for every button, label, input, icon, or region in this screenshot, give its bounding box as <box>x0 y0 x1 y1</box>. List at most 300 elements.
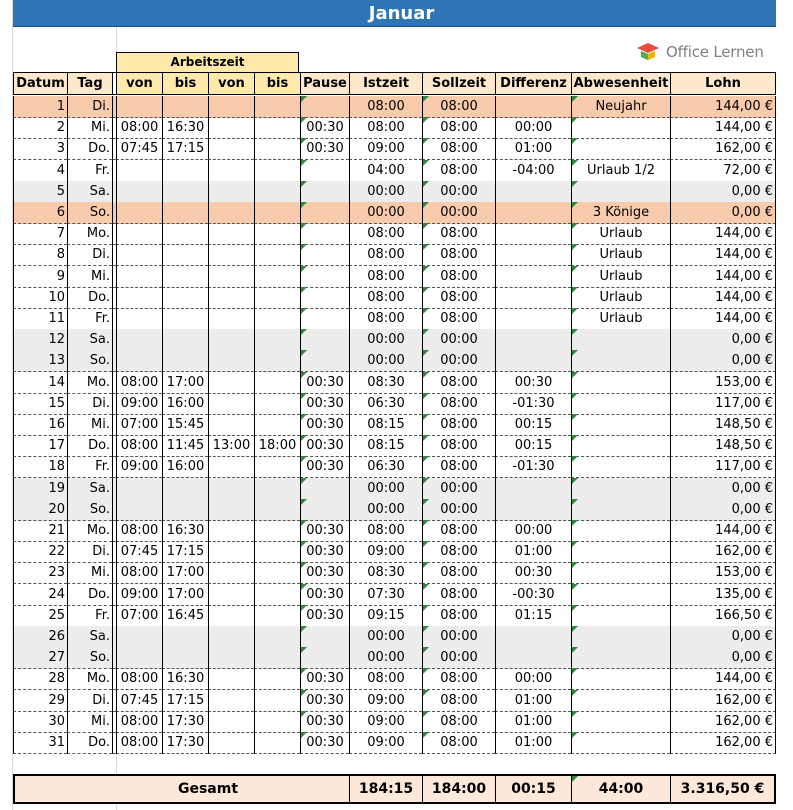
cell-bis-2[interactable] <box>254 308 300 330</box>
cell-lohn[interactable] <box>670 414 776 436</box>
cell-von-2[interactable] <box>208 499 254 521</box>
cell-von-1[interactable] <box>116 350 162 372</box>
cell-abwesenheit[interactable] <box>571 605 670 627</box>
cell-differenz[interactable] <box>495 244 571 266</box>
cell-abwesenheit[interactable] <box>571 647 670 669</box>
cell-pause[interactable] <box>300 499 349 521</box>
cell-tag[interactable] <box>67 223 112 245</box>
cell-datum[interactable] <box>13 647 67 669</box>
cell-lohn[interactable] <box>670 329 776 351</box>
cell-lohn[interactable] <box>670 435 776 457</box>
cell-bis-1[interactable] <box>162 181 208 203</box>
cell-istzeit[interactable] <box>349 266 422 288</box>
cell-tag[interactable] <box>67 202 112 224</box>
cell-differenz[interactable] <box>495 372 571 394</box>
cell-lohn[interactable] <box>670 732 776 754</box>
cell-pause[interactable] <box>300 520 349 542</box>
cell-von-1[interactable] <box>116 266 162 288</box>
cell-abwesenheit[interactable] <box>571 160 670 182</box>
cell-bis-1[interactable] <box>162 329 208 351</box>
cell-pause[interactable] <box>300 435 349 457</box>
cell-tag[interactable] <box>67 562 112 584</box>
cell-datum[interactable] <box>13 541 67 563</box>
cell-istzeit[interactable] <box>349 181 422 203</box>
cell-von-2[interactable] <box>208 668 254 690</box>
cell-istzeit[interactable] <box>349 223 422 245</box>
cell-bis-1[interactable] <box>162 435 208 457</box>
cell-sollzeit[interactable] <box>422 308 495 330</box>
cell-bis-2[interactable] <box>254 584 300 606</box>
cell-lohn[interactable] <box>670 668 776 690</box>
cell-tag[interactable] <box>67 393 112 415</box>
cell-abwesenheit[interactable] <box>571 668 670 690</box>
cell-pause[interactable] <box>300 562 349 584</box>
cell-pause[interactable] <box>300 160 349 182</box>
cell-bis-1[interactable] <box>162 478 208 500</box>
cell-sollzeit[interactable] <box>422 96 495 118</box>
cell-sollzeit[interactable] <box>422 562 495 584</box>
cell-von-1[interactable] <box>116 308 162 330</box>
cell-lohn[interactable] <box>670 499 776 521</box>
cell-abwesenheit[interactable] <box>571 393 670 415</box>
cell-sollzeit[interactable] <box>422 478 495 500</box>
cell-istzeit[interactable] <box>349 647 422 669</box>
cell-datum[interactable] <box>13 266 67 288</box>
cell-von-1[interactable] <box>116 414 162 436</box>
cell-von-1[interactable] <box>116 160 162 182</box>
cell-von-1[interactable] <box>116 117 162 139</box>
cell-von-1[interactable] <box>116 202 162 224</box>
cell-abwesenheit[interactable] <box>571 372 670 394</box>
cell-sollzeit[interactable] <box>422 393 495 415</box>
cell-bis-1[interactable] <box>162 117 208 139</box>
cell-differenz[interactable] <box>495 626 571 648</box>
cell-tag[interactable] <box>67 478 112 500</box>
cell-istzeit[interactable] <box>349 626 422 648</box>
cell-bis-1[interactable] <box>162 668 208 690</box>
cell-datum[interactable] <box>13 287 67 309</box>
cell-abwesenheit[interactable] <box>571 287 670 309</box>
cell-differenz[interactable] <box>495 435 571 457</box>
cell-von-1[interactable] <box>116 372 162 394</box>
cell-datum[interactable] <box>13 626 67 648</box>
cell-istzeit[interactable] <box>349 244 422 266</box>
cell-lohn[interactable] <box>670 626 776 648</box>
cell-lohn[interactable] <box>670 266 776 288</box>
cell-istzeit[interactable] <box>349 287 422 309</box>
cell-istzeit[interactable] <box>349 138 422 160</box>
cell-von-2[interactable] <box>208 117 254 139</box>
cell-sollzeit[interactable] <box>422 138 495 160</box>
cell-istzeit[interactable] <box>349 668 422 690</box>
cell-istzeit[interactable] <box>349 690 422 712</box>
cell-von-1[interactable] <box>116 138 162 160</box>
cell-sollzeit[interactable] <box>422 690 495 712</box>
cell-differenz[interactable] <box>495 117 571 139</box>
cell-differenz[interactable] <box>495 202 571 224</box>
cell-sollzeit[interactable] <box>422 244 495 266</box>
cell-differenz[interactable] <box>495 668 571 690</box>
cell-pause[interactable] <box>300 732 349 754</box>
cell-von-1[interactable] <box>116 244 162 266</box>
cell-von-2[interactable] <box>208 329 254 351</box>
cell-pause[interactable] <box>300 478 349 500</box>
cell-pause[interactable] <box>300 711 349 733</box>
cell-differenz[interactable] <box>495 584 571 606</box>
cell-abwesenheit[interactable] <box>571 138 670 160</box>
cell-von-2[interactable] <box>208 732 254 754</box>
cell-istzeit[interactable] <box>349 584 422 606</box>
cell-bis-1[interactable] <box>162 499 208 521</box>
cell-von-2[interactable] <box>208 308 254 330</box>
cell-lohn[interactable] <box>670 138 776 160</box>
cell-sollzeit[interactable] <box>422 372 495 394</box>
cell-bis-2[interactable] <box>254 541 300 563</box>
cell-lohn[interactable] <box>670 202 776 224</box>
cell-differenz[interactable] <box>495 456 571 478</box>
cell-pause[interactable] <box>300 287 349 309</box>
cell-von-2[interactable] <box>208 478 254 500</box>
cell-abwesenheit[interactable] <box>571 520 670 542</box>
cell-bis-1[interactable] <box>162 244 208 266</box>
cell-von-2[interactable] <box>208 626 254 648</box>
cell-sollzeit[interactable] <box>422 181 495 203</box>
cell-von-1[interactable] <box>116 584 162 606</box>
cell-bis-1[interactable] <box>162 414 208 436</box>
cell-von-2[interactable] <box>208 202 254 224</box>
cell-datum[interactable] <box>13 584 67 606</box>
cell-von-2[interactable] <box>208 372 254 394</box>
cell-sollzeit[interactable] <box>422 732 495 754</box>
cell-datum[interactable] <box>13 372 67 394</box>
cell-von-2[interactable] <box>208 456 254 478</box>
cell-bis-1[interactable] <box>162 308 208 330</box>
cell-sollzeit[interactable] <box>422 287 495 309</box>
cell-von-1[interactable] <box>116 393 162 415</box>
cell-lohn[interactable] <box>670 160 776 182</box>
cell-abwesenheit[interactable] <box>571 414 670 436</box>
cell-bis-1[interactable] <box>162 138 208 160</box>
cell-abwesenheit[interactable] <box>571 499 670 521</box>
cell-tag[interactable] <box>67 96 112 118</box>
cell-pause[interactable] <box>300 308 349 330</box>
cell-tag[interactable] <box>67 266 112 288</box>
cell-von-2[interactable] <box>208 711 254 733</box>
cell-istzeit[interactable] <box>349 414 422 436</box>
cell-bis-1[interactable] <box>162 562 208 584</box>
cell-pause[interactable] <box>300 244 349 266</box>
cell-pause[interactable] <box>300 350 349 372</box>
cell-von-2[interactable] <box>208 541 254 563</box>
cell-istzeit[interactable] <box>349 478 422 500</box>
cell-bis-2[interactable] <box>254 711 300 733</box>
cell-bis-1[interactable] <box>162 456 208 478</box>
cell-datum[interactable] <box>13 117 67 139</box>
cell-von-2[interactable] <box>208 393 254 415</box>
cell-abwesenheit[interactable] <box>571 117 670 139</box>
cell-bis-2[interactable] <box>254 732 300 754</box>
cell-bis-1[interactable] <box>162 223 208 245</box>
cell-datum[interactable] <box>13 520 67 542</box>
cell-lohn[interactable] <box>670 711 776 733</box>
cell-pause[interactable] <box>300 266 349 288</box>
cell-istzeit[interactable] <box>349 350 422 372</box>
cell-tag[interactable] <box>67 414 112 436</box>
cell-abwesenheit[interactable] <box>571 562 670 584</box>
cell-von-2[interactable] <box>208 138 254 160</box>
cell-von-2[interactable] <box>208 266 254 288</box>
cell-sollzeit[interactable] <box>422 605 495 627</box>
cell-von-1[interactable] <box>116 329 162 351</box>
cell-bis-2[interactable] <box>254 690 300 712</box>
cell-differenz[interactable] <box>495 393 571 415</box>
cell-differenz[interactable] <box>495 160 571 182</box>
cell-differenz[interactable] <box>495 329 571 351</box>
cell-differenz[interactable] <box>495 181 571 203</box>
cell-sollzeit[interactable] <box>422 350 495 372</box>
cell-bis-2[interactable] <box>254 647 300 669</box>
cell-abwesenheit[interactable] <box>571 711 670 733</box>
cell-datum[interactable] <box>13 329 67 351</box>
cell-bis-2[interactable] <box>254 393 300 415</box>
cell-bis-2[interactable] <box>254 605 300 627</box>
cell-bis-2[interactable] <box>254 456 300 478</box>
cell-lohn[interactable] <box>670 562 776 584</box>
cell-von-1[interactable] <box>116 520 162 542</box>
cell-lohn[interactable] <box>670 478 776 500</box>
cell-differenz[interactable] <box>495 266 571 288</box>
cell-pause[interactable] <box>300 541 349 563</box>
cell-pause[interactable] <box>300 138 349 160</box>
cell-istzeit[interactable] <box>349 605 422 627</box>
cell-datum[interactable] <box>13 160 67 182</box>
cell-sollzeit[interactable] <box>422 414 495 436</box>
cell-von-1[interactable] <box>116 456 162 478</box>
cell-bis-1[interactable] <box>162 287 208 309</box>
cell-tag[interactable] <box>67 244 112 266</box>
cell-datum[interactable] <box>13 732 67 754</box>
cell-bis-1[interactable] <box>162 520 208 542</box>
cell-lohn[interactable] <box>670 393 776 415</box>
cell-differenz[interactable] <box>495 562 571 584</box>
cell-istzeit[interactable] <box>349 160 422 182</box>
cell-von-1[interactable] <box>116 668 162 690</box>
cell-lohn[interactable] <box>670 181 776 203</box>
cell-tag[interactable] <box>67 732 112 754</box>
cell-bis-2[interactable] <box>254 372 300 394</box>
cell-pause[interactable] <box>300 372 349 394</box>
cell-pause[interactable] <box>300 584 349 606</box>
cell-istzeit[interactable] <box>349 456 422 478</box>
cell-sollzeit[interactable] <box>422 456 495 478</box>
cell-pause[interactable] <box>300 605 349 627</box>
cell-tag[interactable] <box>67 181 112 203</box>
cell-datum[interactable] <box>13 499 67 521</box>
cell-bis-1[interactable] <box>162 626 208 648</box>
cell-istzeit[interactable] <box>349 117 422 139</box>
cell-tag[interactable] <box>67 138 112 160</box>
cell-differenz[interactable] <box>495 223 571 245</box>
cell-abwesenheit[interactable] <box>571 96 670 118</box>
cell-bis-2[interactable] <box>254 202 300 224</box>
cell-bis-2[interactable] <box>254 266 300 288</box>
cell-differenz[interactable] <box>495 520 571 542</box>
cell-differenz[interactable] <box>495 541 571 563</box>
cell-lohn[interactable] <box>670 520 776 542</box>
cell-von-2[interactable] <box>208 647 254 669</box>
cell-istzeit[interactable] <box>349 711 422 733</box>
cell-bis-1[interactable] <box>162 584 208 606</box>
cell-tag[interactable] <box>67 308 112 330</box>
cell-datum[interactable] <box>13 562 67 584</box>
cell-abwesenheit[interactable] <box>571 266 670 288</box>
cell-datum[interactable] <box>13 711 67 733</box>
cell-lohn[interactable] <box>670 584 776 606</box>
cell-bis-2[interactable] <box>254 350 300 372</box>
cell-sollzeit[interactable] <box>422 668 495 690</box>
cell-differenz[interactable] <box>495 732 571 754</box>
cell-bis-1[interactable] <box>162 96 208 118</box>
cell-pause[interactable] <box>300 96 349 118</box>
cell-pause[interactable] <box>300 117 349 139</box>
cell-tag[interactable] <box>67 605 112 627</box>
cell-datum[interactable] <box>13 244 67 266</box>
cell-sollzeit[interactable] <box>422 520 495 542</box>
cell-von-1[interactable] <box>116 181 162 203</box>
cell-bis-1[interactable] <box>162 732 208 754</box>
cell-pause[interactable] <box>300 181 349 203</box>
cell-sollzeit[interactable] <box>422 329 495 351</box>
cell-von-2[interactable] <box>208 562 254 584</box>
cell-von-2[interactable] <box>208 244 254 266</box>
cell-datum[interactable] <box>13 223 67 245</box>
cell-sollzeit[interactable] <box>422 541 495 563</box>
cell-datum[interactable] <box>13 350 67 372</box>
cell-bis-2[interactable] <box>254 478 300 500</box>
cell-datum[interactable] <box>13 181 67 203</box>
cell-lohn[interactable] <box>670 96 776 118</box>
cell-bis-1[interactable] <box>162 160 208 182</box>
cell-abwesenheit[interactable] <box>571 181 670 203</box>
cell-tag[interactable] <box>67 329 112 351</box>
cell-istzeit[interactable] <box>349 329 422 351</box>
cell-sollzeit[interactable] <box>422 266 495 288</box>
cell-tag[interactable] <box>67 584 112 606</box>
cell-von-1[interactable] <box>116 541 162 563</box>
cell-von-2[interactable] <box>208 414 254 436</box>
cell-datum[interactable] <box>13 138 67 160</box>
cell-bis-2[interactable] <box>254 287 300 309</box>
cell-differenz[interactable] <box>495 308 571 330</box>
cell-tag[interactable] <box>67 499 112 521</box>
cell-bis-2[interactable] <box>254 668 300 690</box>
cell-tag[interactable] <box>67 372 112 394</box>
cell-bis-2[interactable] <box>254 138 300 160</box>
cell-von-1[interactable] <box>116 287 162 309</box>
cell-abwesenheit[interactable] <box>571 435 670 457</box>
cell-bis-2[interactable] <box>254 117 300 139</box>
cell-von-2[interactable] <box>208 435 254 457</box>
cell-tag[interactable] <box>67 117 112 139</box>
cell-abwesenheit[interactable] <box>571 350 670 372</box>
cell-lohn[interactable] <box>670 287 776 309</box>
cell-datum[interactable] <box>13 393 67 415</box>
cell-von-2[interactable] <box>208 584 254 606</box>
cell-istzeit[interactable] <box>349 202 422 224</box>
cell-pause[interactable] <box>300 647 349 669</box>
cell-tag[interactable] <box>67 711 112 733</box>
cell-bis-1[interactable] <box>162 202 208 224</box>
cell-abwesenheit[interactable] <box>571 690 670 712</box>
cell-von-1[interactable] <box>116 478 162 500</box>
cell-abwesenheit[interactable] <box>571 456 670 478</box>
cell-bis-1[interactable] <box>162 541 208 563</box>
cell-differenz[interactable] <box>495 605 571 627</box>
cell-pause[interactable] <box>300 456 349 478</box>
cell-istzeit[interactable] <box>349 732 422 754</box>
cell-datum[interactable] <box>13 605 67 627</box>
cell-von-2[interactable] <box>208 181 254 203</box>
cell-bis-1[interactable] <box>162 350 208 372</box>
cell-bis-2[interactable] <box>254 414 300 436</box>
cell-sollzeit[interactable] <box>422 499 495 521</box>
cell-von-2[interactable] <box>208 160 254 182</box>
cell-differenz[interactable] <box>495 414 571 436</box>
cell-datum[interactable] <box>13 96 67 118</box>
cell-von-1[interactable] <box>116 435 162 457</box>
cell-bis-1[interactable] <box>162 393 208 415</box>
cell-bis-1[interactable] <box>162 711 208 733</box>
cell-tag[interactable] <box>67 668 112 690</box>
cell-differenz[interactable] <box>495 647 571 669</box>
cell-pause[interactable] <box>300 223 349 245</box>
cell-istzeit[interactable] <box>349 562 422 584</box>
cell-von-1[interactable] <box>116 605 162 627</box>
cell-tag[interactable] <box>67 541 112 563</box>
cell-istzeit[interactable] <box>349 308 422 330</box>
cell-von-2[interactable] <box>208 287 254 309</box>
cell-bis-1[interactable] <box>162 266 208 288</box>
cell-abwesenheit[interactable] <box>571 541 670 563</box>
cell-bis-2[interactable] <box>254 626 300 648</box>
cell-lohn[interactable] <box>670 350 776 372</box>
cell-tag[interactable] <box>67 287 112 309</box>
cell-lohn[interactable] <box>670 690 776 712</box>
cell-lohn[interactable] <box>670 456 776 478</box>
cell-istzeit[interactable] <box>349 499 422 521</box>
cell-pause[interactable] <box>300 393 349 415</box>
cell-lohn[interactable] <box>670 605 776 627</box>
cell-bis-2[interactable] <box>254 181 300 203</box>
cell-istzeit[interactable] <box>349 393 422 415</box>
cell-datum[interactable] <box>13 414 67 436</box>
cell-bis-1[interactable] <box>162 372 208 394</box>
cell-lohn[interactable] <box>670 647 776 669</box>
cell-abwesenheit[interactable] <box>571 329 670 351</box>
cell-von-2[interactable] <box>208 350 254 372</box>
cell-lohn[interactable] <box>670 308 776 330</box>
cell-pause[interactable] <box>300 668 349 690</box>
cell-von-1[interactable] <box>116 626 162 648</box>
cell-tag[interactable] <box>67 690 112 712</box>
cell-bis-2[interactable] <box>254 562 300 584</box>
cell-pause[interactable] <box>300 414 349 436</box>
cell-tag[interactable] <box>67 160 112 182</box>
cell-abwesenheit[interactable] <box>571 244 670 266</box>
cell-pause[interactable] <box>300 202 349 224</box>
cell-abwesenheit[interactable] <box>571 626 670 648</box>
cell-differenz[interactable] <box>495 350 571 372</box>
